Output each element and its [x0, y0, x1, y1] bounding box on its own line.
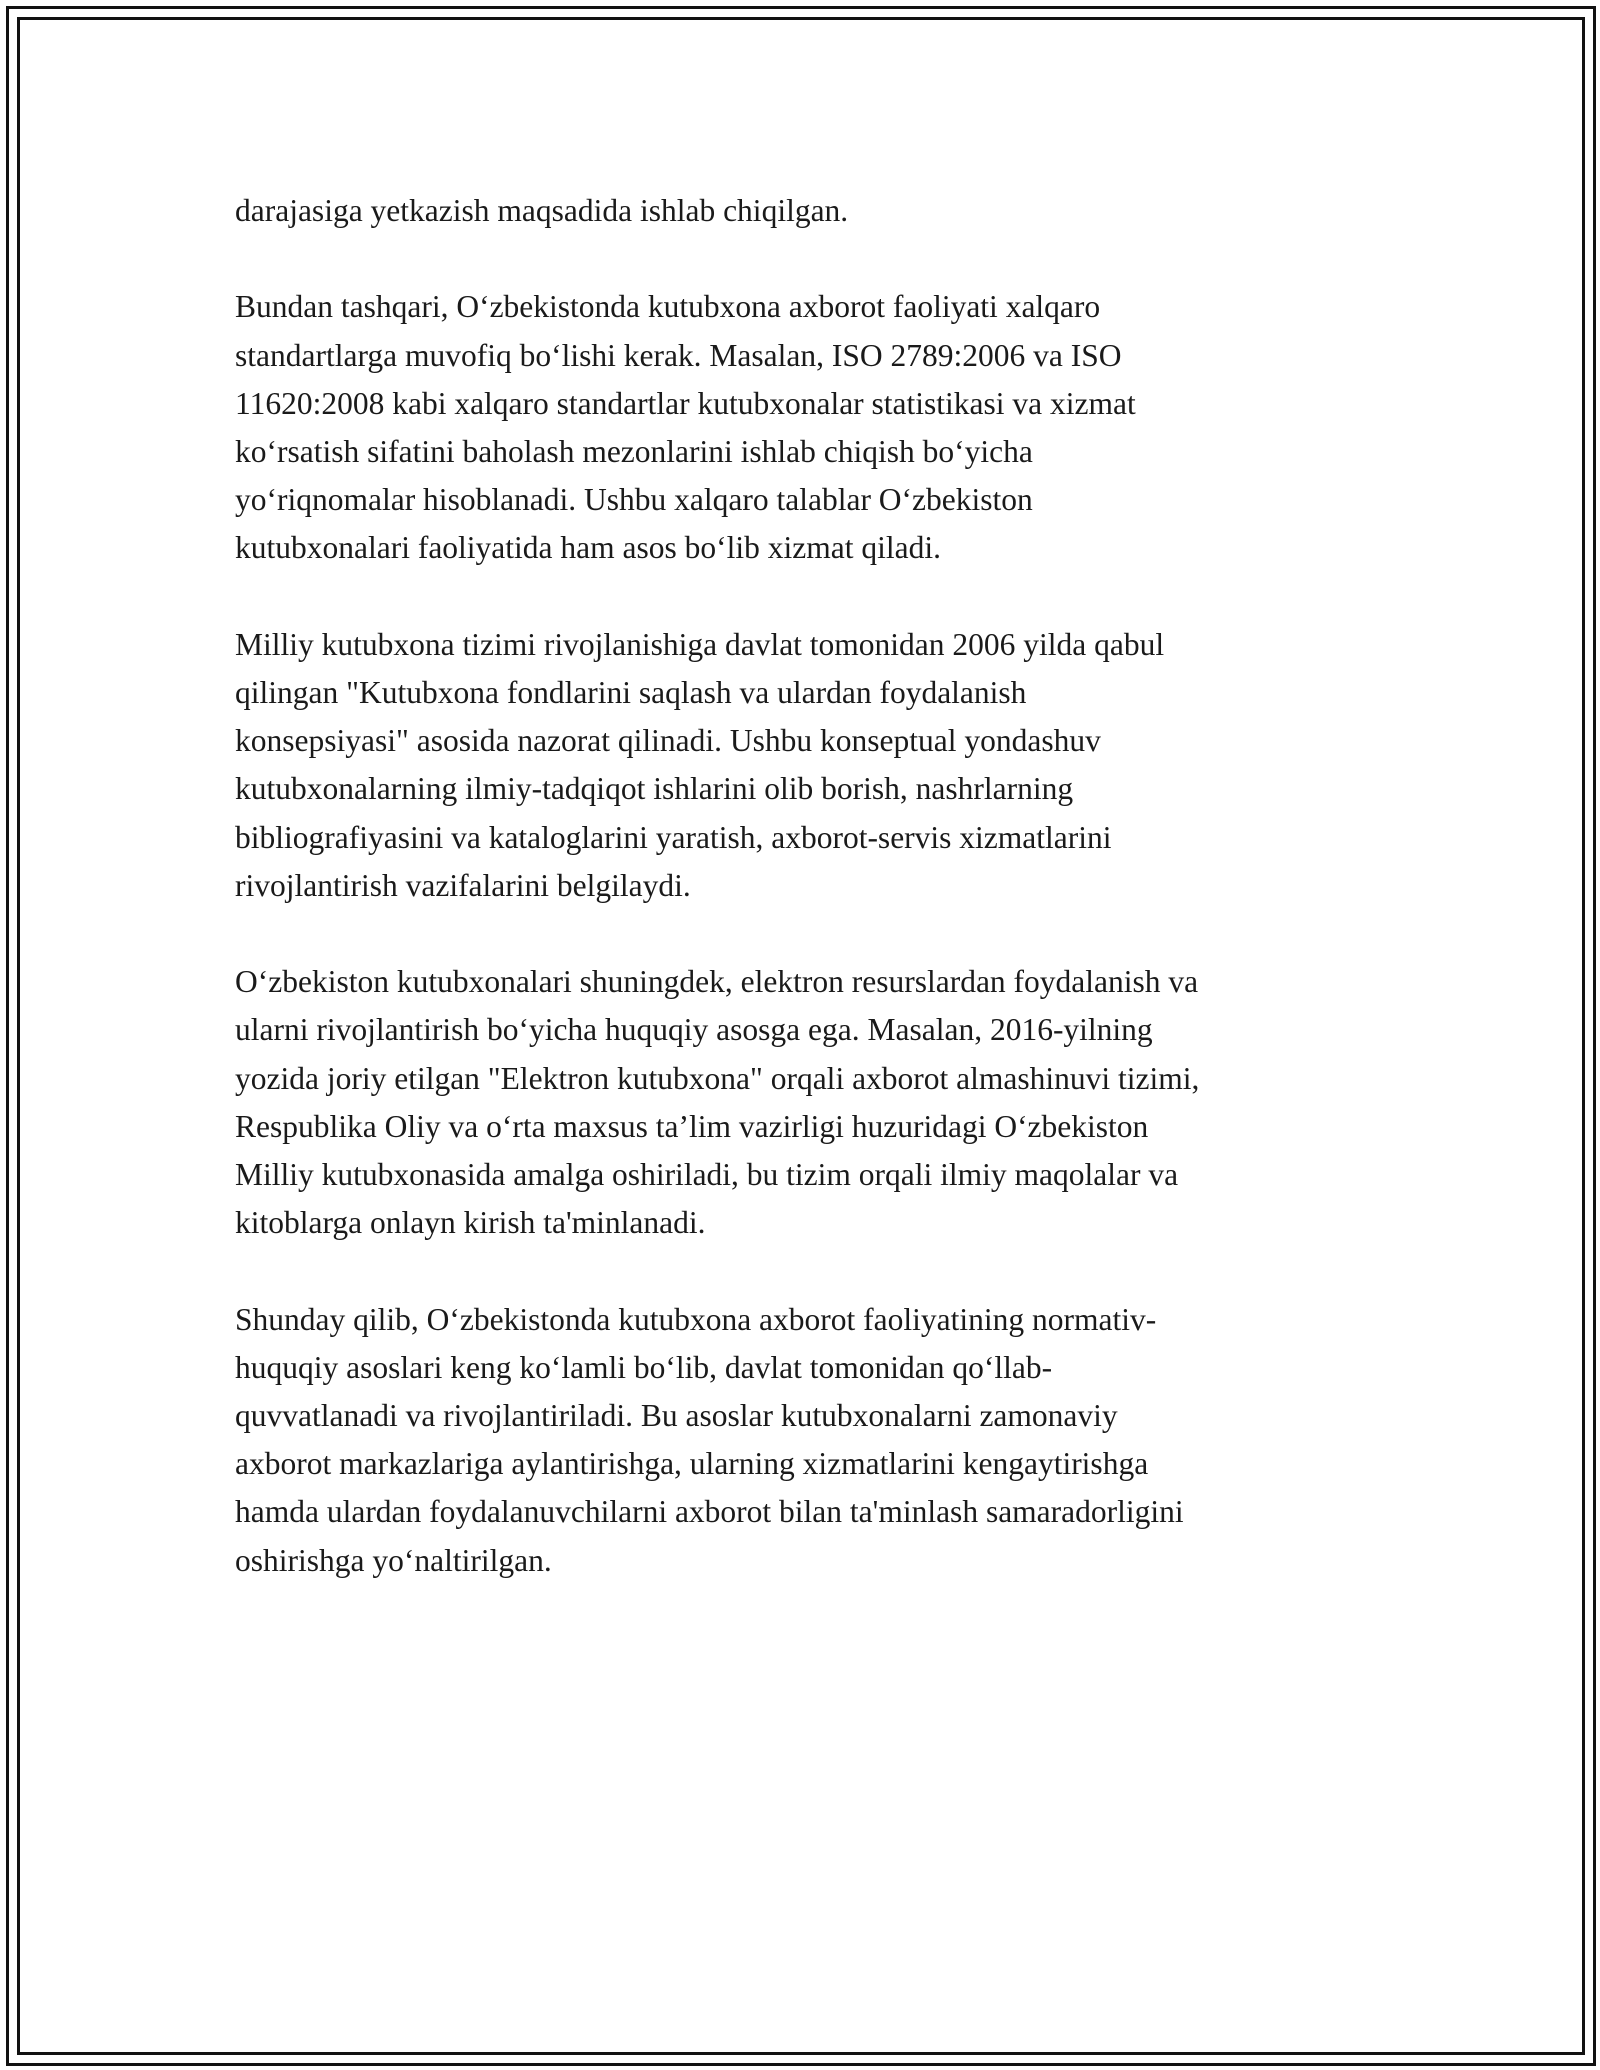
paragraph-international-standards: Bundan tashqari, O‘zbekistonda kutubxona axborot faoliyati xalqaro standartlarga muvofiq bo‘lishi kerak. Masalan, ISO 2789:2006 va ISO 11620:2008 kabi xalqaro standartlar kutubxonalar statistikasi va xizmat ko‘rsatish sifatini baholash mezonlarini ishlab chiqish bo‘yicha yo‘riqnomalar hisoblanadi. Ushbu xalqaro talablar O‘zbekiston kutubxonalari faoliyatida ham asos bo‘lib xizmat qiladi. [235, 289, 1136, 566]
paragraph-conclusion: Shunday qilib, O‘zbekistonda kutubxona axborot faoliyatining normativ- huquqiy asoslari keng ko‘lamli bo‘lib, davlat tomonidan qo‘llab- quvvatlanadi va rivojlantiriladi. Bu asoslar kutubxonalarni zamonaviy axborot markazlariga aylantirishga, ularning xizmatlarini kengaytirishga hamda ulardan foydalanuvchilarni axborot bilan ta'minlash samaradorligini oshirishga yo‘naltirilgan. [235, 1301, 1184, 1578]
paragraph-electronic-resources: O‘zbekiston kutubxonalari shuningdek, elektron resurslardan foydalanish va ularni rivojlantirish bo‘yicha huquqiy asosga ega. Masalan, 2016-yilning yozida joriy etilgan "Elektron kutubxona" orqali axborot almashinuvi tizimi, Respublika Oliy va o‘rta maxsus ta’lim vazirligi huzuridagi O‘zbekiston Milliy kutubxonasida amalga oshiriladi, bu tizim orqali ilmiy maqolalar va kitoblarga onlayn kirish ta'minlanadi. [235, 964, 1200, 1241]
paragraph-continuation: darajasiga yetkazish maqsadida ishlab chiqilgan. [235, 193, 849, 228]
document-body [235, 187, 1370, 1633]
paragraph-national-library-system: Milliy kutubxona tizimi rivojlanishiga davlat tomonidan 2006 yilda qabul qilingan "Kutubxona fondlarini saqlash va ulardan foydalanish konsepsiyasi" asosida nazorat qilinadi. Ushbu konseptual yondashuv kutubxonalarning ilmiy-tadqiqot ishlarini olib borish, nashrlarning bibliografiyasini va kataloglarini yaratish, axborot-servis xizmatlarini rivojlantirish vazifalarini belgilaydi. [235, 626, 1165, 903]
